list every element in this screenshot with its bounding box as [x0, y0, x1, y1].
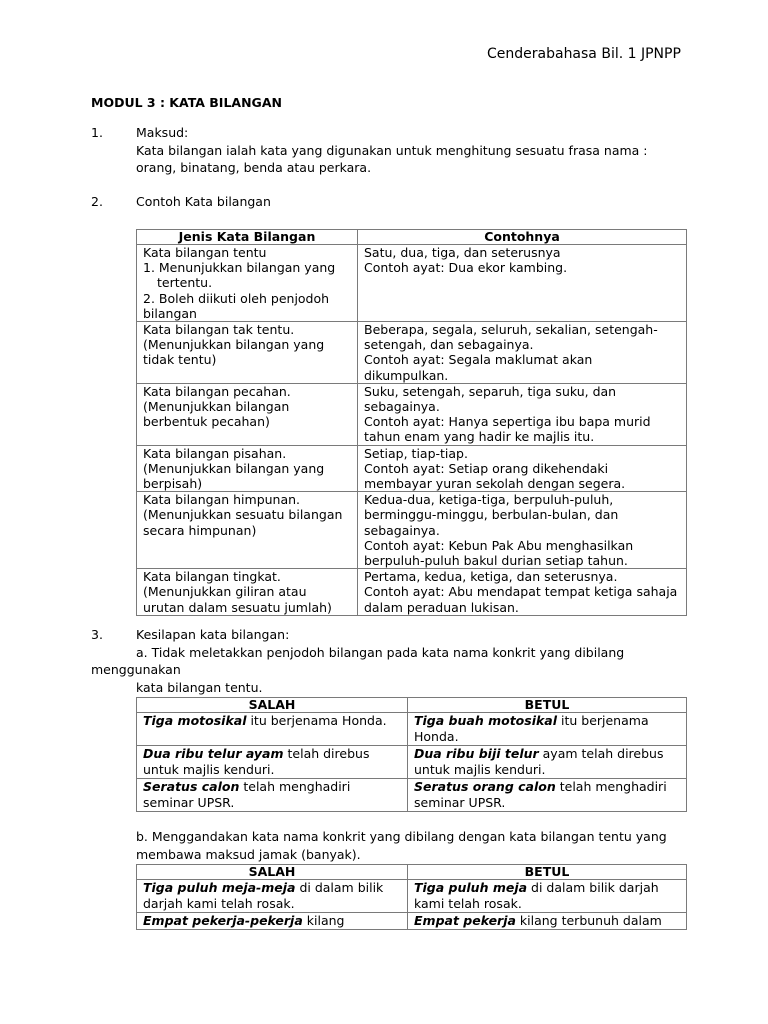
cell-text: telah menghadiri	[555, 779, 667, 794]
cell-text: (Menunjukkan giliran atau	[143, 584, 307, 600]
table-header-row	[137, 698, 687, 713]
cell-text: seminar UPSR.	[143, 795, 235, 810]
cell-text: setengah, dan sebagainya.	[364, 337, 534, 353]
table-row	[137, 445, 687, 492]
table-row	[137, 245, 687, 322]
page-header: Cenderabahasa Bil. 1 JPNPP	[487, 46, 681, 62]
cell-text: telah direbus	[283, 746, 370, 761]
cell-text: dalam peraduan lukisan.	[364, 599, 519, 615]
cell-text: berpisah)	[143, 476, 203, 492]
table-row	[137, 746, 687, 779]
cell-text: Contoh ayat: Dua ekor kambing.	[364, 260, 568, 276]
table-row	[137, 880, 687, 913]
contoh-cell	[358, 322, 687, 384]
betul-cell	[408, 746, 687, 779]
cell-text: berbentuk pecahan)	[143, 414, 270, 430]
column-header: BETUL	[408, 698, 687, 713]
betul-phrase: Seratus orang calon	[414, 779, 556, 794]
cell-text: (Menunjukkan bilangan yang	[143, 337, 325, 353]
section2-number: 2.	[91, 194, 103, 209]
module-title: MODUL 3 : KATA BILANGAN	[91, 95, 282, 110]
section3-number: 3.	[91, 627, 103, 642]
section1-line: orang, binatang, benda atau perkara.	[136, 160, 372, 175]
section3-title: Kesilapan kata bilangan:	[136, 627, 290, 642]
cell-text: Kedua-dua, ketiga-tiga, berpuluh-puluh,	[364, 492, 614, 508]
kata-bilangan-table	[136, 229, 687, 616]
cell-text: di dalam bilik darjah	[527, 880, 659, 895]
section1-title: Maksud:	[136, 125, 189, 140]
table-row	[137, 713, 687, 746]
cell-text: urutan dalam sesuatu jumlah)	[143, 599, 332, 615]
jenis-cell	[137, 445, 358, 492]
section2-title: Contoh Kata bilangan	[136, 194, 271, 209]
salah-cell	[137, 746, 408, 779]
cell-text: Kata bilangan tingkat.	[143, 569, 281, 585]
table-row	[137, 913, 687, 930]
column-header: SALAH	[137, 865, 408, 880]
cell-text: Setiap, tiap-tiap.	[364, 445, 468, 461]
cell-text: untuk majlis kenduri.	[143, 762, 275, 777]
cell-text: tidak tentu)	[143, 352, 217, 368]
table-header-row	[137, 865, 687, 880]
jenis-cell	[137, 492, 358, 569]
cell-text: Contoh ayat: Kebun Pak Abu menghasilkan	[364, 537, 634, 553]
contoh-cell	[358, 569, 687, 616]
cell-text: Suku, setengah, separuh, tiga suku, dan	[364, 383, 617, 399]
cell-text: itu berjenama	[557, 713, 649, 728]
column-header: Contohnya	[358, 230, 687, 245]
cell-text: 1. Menunjukkan bilangan yang	[143, 260, 336, 276]
salah-cell	[137, 713, 408, 746]
jenis-cell	[137, 245, 358, 322]
jenis-cell	[137, 322, 358, 384]
cell-text: Kata bilangan himpunan.	[143, 492, 301, 508]
cell-text: Beberapa, segala, seluruh, sekalian, setengah-	[364, 322, 658, 338]
contoh-cell	[358, 245, 687, 322]
section3a-text: kata bilangan tentu.	[136, 680, 263, 695]
cell-text: secara himpunan)	[143, 522, 257, 538]
cell-text: Honda.	[414, 729, 459, 744]
contoh-cell	[358, 383, 687, 445]
betul-phrase: Tiga buah motosikal	[414, 713, 558, 728]
cell-text: bilangan	[143, 305, 197, 321]
salah-phrase: Seratus calon	[143, 779, 240, 794]
salah-cell	[137, 779, 408, 812]
cell-text: itu berjenama Honda.	[246, 713, 387, 728]
salah-cell	[137, 880, 408, 913]
cell-text: tertentu.	[157, 275, 213, 291]
cell-text: Kata bilangan pecahan.	[143, 383, 291, 399]
table-row	[137, 322, 687, 384]
salah-betul-table-a	[136, 697, 687, 812]
table-row	[137, 779, 687, 812]
cell-text: Contoh ayat: Abu mendapat tempat ketiga sahaja	[364, 584, 678, 600]
section3b-text: membawa maksud jamak (banyak).	[136, 847, 361, 862]
cell-text: sebagainya.	[364, 522, 440, 538]
cell-text: (Menunjukkan bilangan yang	[143, 460, 325, 476]
table-row	[137, 492, 687, 569]
column-header: SALAH	[137, 698, 408, 713]
cell-text: tahun enam yang hadir ke majlis itu.	[364, 429, 595, 445]
cell-text: untuk majlis kenduri.	[414, 762, 546, 777]
salah-cell	[137, 913, 408, 930]
contoh-cell	[358, 492, 687, 569]
section3a-text: menggunakan	[91, 662, 181, 677]
column-header: BETUL	[408, 865, 687, 880]
betul-cell	[408, 913, 687, 930]
cell-text: membayar yuran sekolah dengan segera.	[364, 476, 626, 492]
betul-phrase: Tiga puluh meja	[414, 880, 528, 895]
section3a-text: a. Tidak meletakkan penjodoh bilangan pada kata nama konkrit yang dibilang	[136, 645, 625, 660]
cell-text: Contoh ayat: Segala maklumat akan	[364, 352, 593, 368]
cell-text: Kata bilangan tak tentu.	[143, 322, 295, 338]
cell-text: Contoh ayat: Setiap orang dikehendaki	[364, 460, 609, 476]
cell-text: kilang	[302, 913, 345, 928]
cell-text: (Menunjukkan sesuatu bilangan	[143, 507, 343, 523]
cell-text: berminggu-minggu, berbulan-bulan, dan	[364, 507, 619, 523]
cell-text: Kata bilangan pisahan.	[143, 445, 287, 461]
cell-text: Contoh ayat: Hanya sepertiga ibu bapa murid	[364, 414, 651, 430]
betul-phrase: Dua ribu biji telur	[414, 746, 539, 761]
section1-number: 1.	[91, 125, 103, 140]
cell-text: kami telah rosak.	[414, 896, 522, 911]
salah-phrase: Dua ribu telur ayam	[143, 746, 284, 761]
salah-phrase: Tiga puluh meja-meja	[143, 880, 296, 895]
contoh-cell	[358, 445, 687, 492]
cell-text: sebagainya.	[364, 399, 440, 415]
salah-betul-table-b	[136, 864, 687, 930]
cell-text: Satu, dua, tiga, dan seterusnya	[364, 245, 561, 260]
cell-text: dikumpulkan.	[364, 367, 449, 383]
table-row	[137, 383, 687, 445]
cell-text: darjah kami telah rosak.	[143, 896, 295, 911]
cell-text: (Menunjukkan bilangan	[143, 399, 290, 415]
salah-phrase: Empat pekerja-pekerja	[143, 913, 303, 928]
betul-phrase: Empat pekerja	[414, 913, 516, 928]
betul-cell	[408, 713, 687, 746]
jenis-cell	[137, 383, 358, 445]
cell-text: berpuluh-puluh bakul durian setiap tahun.	[364, 553, 628, 569]
section1-line: Kata bilangan ialah kata yang digunakan untuk menghitung sesuatu frasa nama :	[136, 143, 648, 158]
jenis-cell	[137, 569, 358, 616]
cell-text: kilang terbunuh dalam	[515, 913, 662, 928]
salah-phrase: Tiga motosikal	[143, 713, 247, 728]
column-header: Jenis Kata Bilangan	[137, 230, 358, 245]
cell-text: Pertama, kedua, ketiga, dan seterusnya.	[364, 569, 618, 585]
cell-text: Kata bilangan tentu	[143, 245, 267, 260]
cell-text: telah menghadiri	[239, 779, 351, 794]
betul-cell	[408, 779, 687, 812]
betul-cell	[408, 880, 687, 913]
cell-text: 2. Boleh diikuti oleh penjodoh	[143, 290, 330, 306]
cell-text: seminar UPSR.	[414, 795, 506, 810]
section3b-text: b. Menggandakan kata nama konkrit yang dibilang dengan kata bilangan tentu yang	[136, 829, 667, 844]
table-row	[137, 569, 687, 616]
cell-text: di dalam bilik	[295, 880, 384, 895]
cell-text: ayam telah direbus	[538, 746, 664, 761]
table-header-row	[137, 230, 687, 245]
